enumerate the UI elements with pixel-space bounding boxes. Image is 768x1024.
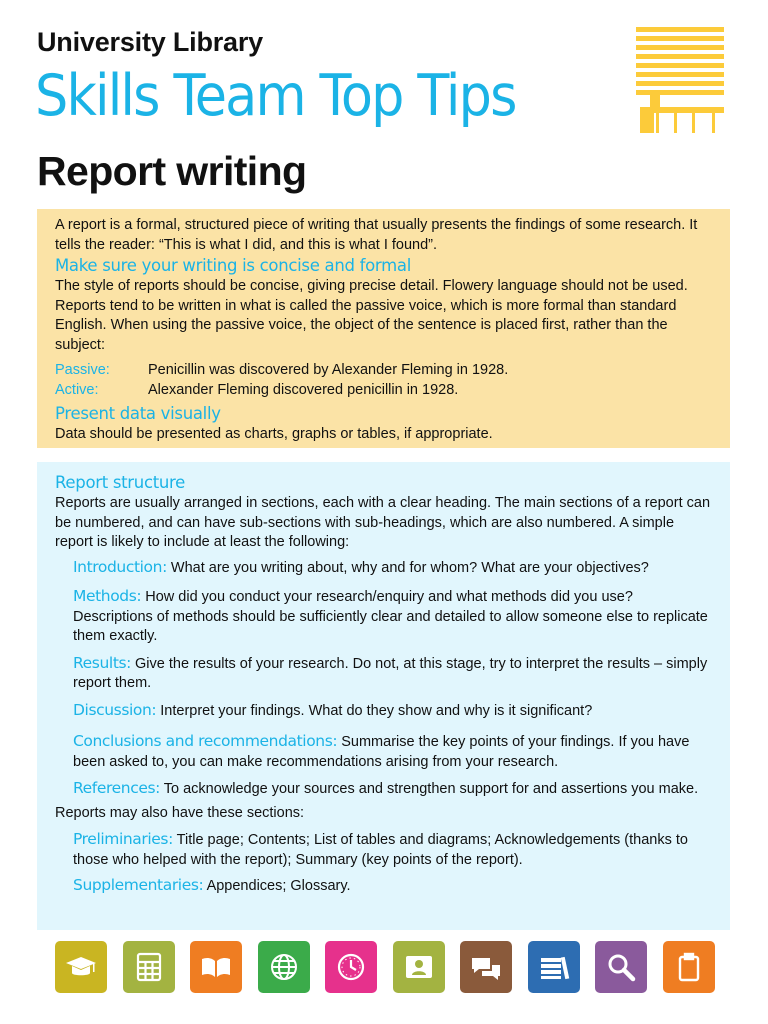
section-conclusions [73,732,712,772]
section-text: Appendices; Glossary. [203,878,351,894]
heading-concise-formal: Make sure your writing is concise and formal [55,256,411,275]
id-card-icon[interactable] [393,941,445,993]
section-name: References: [73,779,160,797]
section-name: Results: [73,653,131,672]
also-sections-intro: Reports may also have these sections: [55,804,305,821]
section-supplementaries [73,876,712,897]
example-text: Alexander Fleming discovered penicillin in 1928. [148,381,459,398]
heading-present-data: Present data visually [55,404,221,423]
example-label: Active: [55,381,99,398]
clock-icon[interactable] [325,941,377,993]
data-paragraph: Data should be presented as charts, graphs or tables, if appropriate. [55,426,493,442]
series-title: Skills Team Top Tips [35,63,516,129]
example-text: Penicillin was discovered by Alexander Fleming in 1928. [148,362,509,378]
section-introduction [73,558,712,579]
clipboard-icon[interactable] [663,941,715,993]
graduation-cap-icon[interactable] [55,941,107,993]
example-active [55,381,712,401]
library-building-logo [636,27,724,133]
section-text: To acknowledge your sources and strengthen support for and assertions you make. [159,781,699,797]
section-text: Interpret your findings. What do they show and why is it significant? [156,702,593,719]
example-label: Passive: [55,362,110,378]
magnifier-icon[interactable] [595,941,647,993]
speech-bubbles-icon[interactable] [460,941,512,993]
section-name: Discussion: [73,700,157,719]
intro-text: A report is a formal, structured piece of writing that usually presents the findings of some research. It tells the reader: “This is what I did, and this is what I found”. [55,217,698,253]
section-methods [73,587,712,647]
structure-intro: Reports are usually arranged in sections, each with a clear heading. The main sections of a report can be numbered, and can have sub-sections with sub-headings, which are also numbered. A simple report is likely to include at least the following: [55,495,711,550]
section-name: Introduction: [73,557,167,576]
section-name: Supplementaries: [73,876,204,894]
style-paragraph: The style of reports should be concise, giving precise detail. Flowery language should not be used. Reports tend to be written in what is called the passive voice, which is more formal than standard English. When using the passive voice, the object of the sentence is placed first, rather than the subject: [55,278,688,353]
skills-icon-bar [55,941,715,993]
section-name: Methods: [73,587,142,605]
book-stack-icon[interactable] [528,941,580,993]
section-text: Title page; Contents; List of tables and diagrams; Acknowledgements (thanks to those who helped with the report); Summary (key points of the report). [73,832,688,868]
section-references [73,779,712,800]
open-book-icon[interactable] [190,941,242,993]
structure-panel [37,462,730,930]
heading-report-structure: Report structure [55,473,186,492]
calculator-icon[interactable] [123,941,175,993]
section-text: Summarise the key points of your findings. If you have been asked to, you can make recommendations arising from your research. [73,734,690,770]
section-text: What are you writing about, why and for whom? What are your objectives? [166,559,649,576]
org-name: University Library [37,27,263,57]
section-preliminaries [73,830,712,870]
section-text: How did you conduct your research/enquiry and what methods did you use? Descriptions of methods should be sufficiently clear and detailed to allow someone else to replicate them exactly. [73,589,708,644]
section-results [73,654,712,694]
example-passive [55,361,712,381]
section-text: Give the results of your research. Do not, at this stage, try to interpret the results – simply report them. [73,655,708,691]
section-name: Conclusions and recommendations: [73,732,338,750]
globe-icon[interactable] [258,941,310,993]
section-name: Preliminaries: [73,830,173,848]
intro-panel [37,209,730,448]
page-title: Report writing [37,148,307,194]
section-discussion [73,701,712,722]
